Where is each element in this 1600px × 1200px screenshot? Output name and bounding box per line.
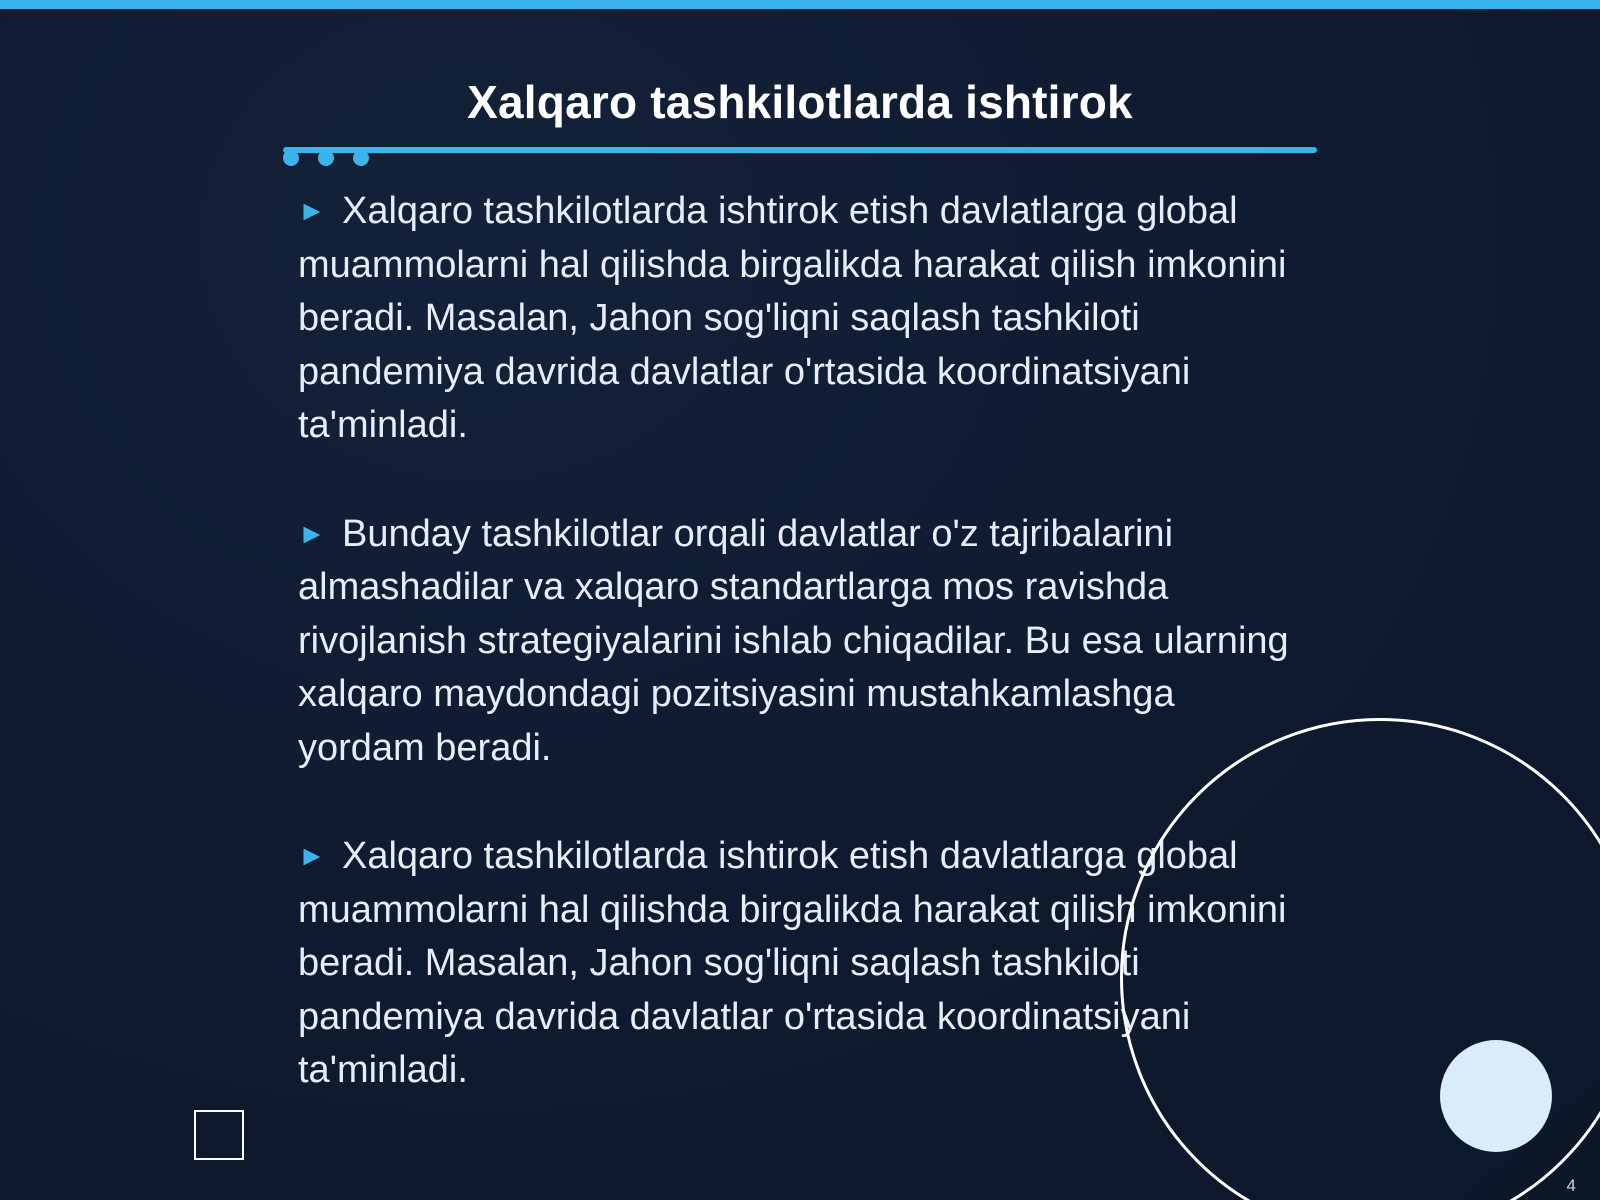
- bullet-arrow-icon: ►: [298, 195, 326, 226]
- title-underline: [283, 147, 1317, 153]
- decorative-circle-filled: [1440, 1040, 1552, 1152]
- decorative-dot: [318, 150, 334, 166]
- bullet-item[interactable]: [298, 507, 1308, 776]
- bullet-item[interactable]: [298, 184, 1308, 453]
- slide-title[interactable]: Xalqaro tashkilotlarda ishtirok: [467, 76, 1133, 128]
- slide-number: 4: [1566, 1176, 1576, 1195]
- decorative-dot: [283, 150, 299, 166]
- decorative-square-outline: [194, 1110, 244, 1160]
- bullet-text: Xalqaro tashkilotlarda ishtirok etish davlatlarga global muammolarni hal qilishda birgalikda harakat qilish imkonini beradi. Masalan, Jahon sog'liqni saqlash tashkiloti pandemiya davrida davlatlar o'rtasida koordinatsiyani ta'minladi.: [298, 190, 1287, 446]
- bullet-arrow-icon: ►: [298, 517, 326, 549]
- decorative-dot: [353, 150, 369, 166]
- bullet-arrow-icon: ►: [298, 840, 326, 871]
- bullet-text: Bunday tashkilotlar orqali davlatlar o'z tajribalarini almashadilar va xalqaro standartlarga mos ravishda rivojlanish strategiyalarini ishlab chiqadilar. Bu esa ularning xalqaro maydondagi pozitsiyasini mustahkamlashga yordam beradi.: [298, 512, 1289, 769]
- top-accent-bar: [0, 0, 1600, 9]
- bullet-text: Xalqaro tashkilotlarda ishtirok etish davlatlarga global muammolarni hal qilishda birgalikda harakat qilish imkonini beradi. Masalan, Jahon sog'liqni saqlash tashkiloti pandemiya davrida davlatlar o'rtasida koordinatsiyani ta'minladi.: [298, 835, 1287, 1091]
